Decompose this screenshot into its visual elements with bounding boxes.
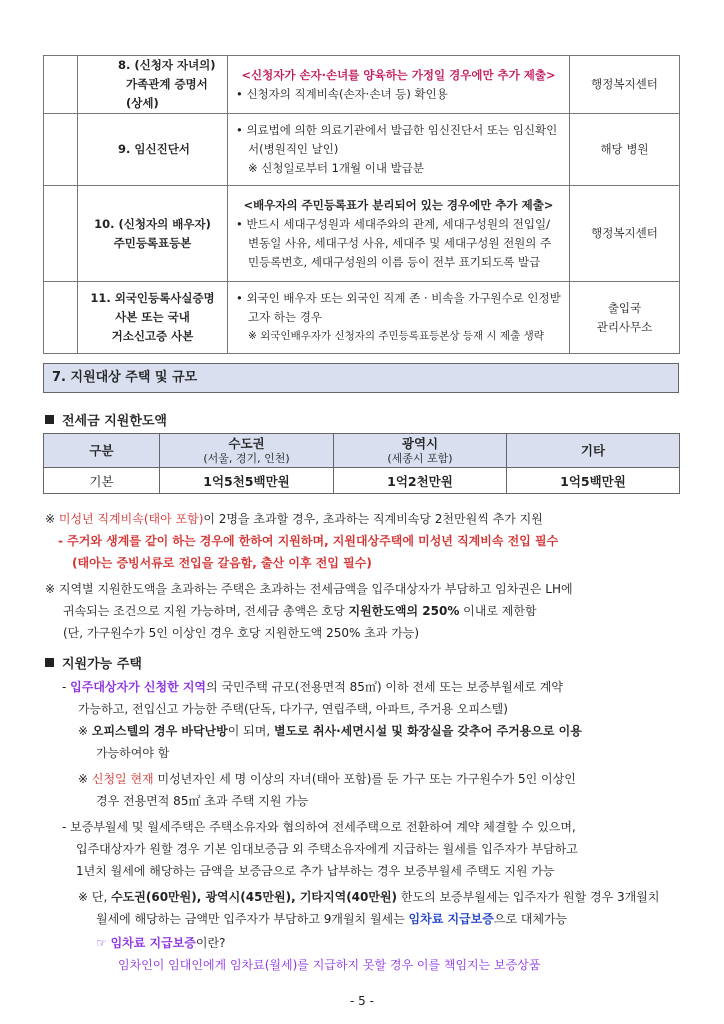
table-cell-spacer	[44, 114, 78, 186]
note-highlight: 지원한도액의 250%	[348, 604, 460, 618]
table-row	[44, 282, 680, 354]
column-header-sub: (서울, 경기, 인천)	[203, 451, 290, 465]
document-description	[228, 282, 570, 354]
document-bullet-text: 신청자의 직계비속(손자·손녀 등) 확인용	[246, 86, 448, 101]
table-cell-spacer	[44, 56, 78, 114]
housing-note	[78, 768, 576, 790]
housing-text: 이 되며,	[227, 724, 274, 738]
document-name-line: 사본 또는 국내	[115, 310, 190, 324]
housing-note	[78, 886, 659, 908]
housing-line: 경우 전용면적 85㎡ 초과 주택 지원 가능	[96, 794, 309, 808]
note-mark: ※	[45, 512, 59, 526]
column-header	[160, 434, 334, 468]
document-name	[78, 56, 228, 114]
issuing-office: 행정복지센터	[570, 186, 680, 282]
note-text: 귀속되는 조건으로 지원 가능하며, 전세금 총액은 호당	[63, 604, 349, 618]
column-header-text: 수도권	[228, 435, 265, 451]
note-subline: - 주거와 생계를 같이 하는 경우에 한하여 지원하며, 지원대상주택에 미성년 직계비속 전입 필수	[58, 534, 559, 548]
table-row	[44, 56, 680, 114]
note-text: 이 2명을 초과할 경우, 초과하는 직계비속당 2천만원씩 추가 지원	[203, 512, 543, 526]
issuing-office	[570, 282, 680, 354]
document-description	[228, 114, 570, 186]
table-cell: 1억5천5백만원	[160, 468, 334, 494]
tip-title: 임차료 지급보증	[110, 936, 196, 950]
column-header: 기타	[507, 434, 680, 468]
document-name-line: 가족관계 증명서(상세)	[126, 77, 208, 110]
column-header	[334, 434, 507, 468]
support-limit-table	[43, 433, 680, 494]
housing-text: 의 국민주택 규모(전용면적 85㎡) 이하 전세 또는 보증부월세로 계약	[206, 680, 563, 694]
housing-line: 1년치 월세에 해당하는 금액을 보증금으로 추가 납부하는 경우 보증부월세 주택도 지원 가능	[76, 864, 555, 878]
table-cell: 1억2천만원	[334, 468, 507, 494]
table-row	[44, 468, 680, 494]
table-cell-spacer	[44, 186, 78, 282]
note-mark: ※ 단,	[78, 890, 112, 904]
document-name-line: 8. (신청자 자녀의)	[118, 58, 216, 72]
housing-text: 미성년자인 세 명 이상의 자녀(태아 포함)를 둔 가구 또는 가구원수가 5인 이상인	[153, 772, 576, 786]
column-header-text: 광역시	[401, 435, 439, 451]
document-name	[78, 186, 228, 282]
table-row	[44, 186, 680, 282]
housing-heading-text: 지원가능 주택	[62, 657, 142, 672]
column-header-sub: (세종시 포함)	[387, 451, 453, 465]
document-bullet: • 의료법에 의한 의료기관에서 발급한 임신진단서 또는 임신확인서(병원직인 날인)	[236, 123, 558, 156]
housing-heading	[45, 653, 142, 672]
housing-line: 가능하고, 전입신고 가능한 주택(단독, 다가구, 연립주택, 아파트, 주거용 오피스텔)	[78, 702, 508, 716]
document-name-line: 10. (신청자의 배우자)	[94, 216, 211, 231]
note-line	[45, 508, 543, 530]
document-note: ※ 신청일로부터 1개월 이내 발급분	[248, 161, 424, 175]
document-note: ※ 외국인배우자가 신청자의 주민등록표등본상 등재 시 제출 생략	[248, 330, 544, 342]
document-bullet-text: 반드시 세대구성원과 세대주와의 관계, 세대구성원의 전입일/변동일 사유, 세대구성 사유, 세대주 및 세대구성원 전원의 주민등록번호, 세대구성원의 이름 등이 전부 표기되도록 발급	[246, 216, 552, 269]
document-bullet: • 반드시 세대구성원과 세대주와의 관계, 세대구성원의 전입일/변동일 사유, 세대구성 사유, 세대주 및 세대구성원 전원의 주민등록번호, 세대구성원의 이름 등이 전부 표기되도록 발급	[236, 216, 552, 269]
square-bullet-icon	[45, 658, 54, 667]
document-description	[228, 186, 570, 282]
housing-note	[78, 720, 582, 742]
documents-table	[43, 55, 680, 354]
housing-line	[62, 676, 563, 698]
limit-heading-text: 전세금 지원한도액	[62, 414, 167, 429]
tip-title-rest: 이란?	[195, 936, 226, 950]
issuing-office-text: 출입국 관리사무소	[596, 300, 653, 334]
document-bullet-text: 외국인 배우자 또는 외국인 직계 존 · 비속을 가구원수로 인정받고자 하는 경우	[246, 291, 561, 324]
note-line: ※ 지역별 지원한도액을 초과하는 주택은 초과하는 전세금액을 입주대상자가 부담하고 임차권은 LH에	[45, 582, 573, 596]
document-condition: <신청자가 손자·손녀를 양육하는 가정일 경우에만 추가 제출>	[241, 67, 556, 82]
housing-highlight: 입주대상자가 신청한 지역	[70, 680, 207, 694]
table-row	[44, 114, 680, 186]
column-header: 구분	[44, 434, 160, 468]
issuing-office: 해당 병원	[570, 114, 680, 186]
row-label: 기본	[44, 468, 160, 494]
document-name-line: 9. 임신진단서	[118, 142, 190, 156]
housing-text: 한도의 보증부월세는 입주자가 원할 경우 3개월치	[397, 890, 660, 904]
housing-text: 으로 대체가능	[493, 912, 568, 926]
dash-mark: -	[62, 680, 71, 694]
document-name-line: 주민등록표등본	[113, 235, 192, 250]
square-bullet-icon	[45, 415, 54, 424]
note-text: 이내로 제한함	[459, 604, 537, 618]
document-condition: <배우자의 주민등록표가 분리되어 있는 경우에만 추가 제출>	[243, 197, 554, 212]
page-number: - 5 -	[350, 994, 374, 1008]
table-cell-spacer	[44, 282, 78, 354]
table-header-row	[44, 434, 680, 468]
note-mark: ※	[78, 772, 92, 786]
table-cell: 1억5백만원	[507, 468, 680, 494]
document-name-line: 거소신고증 사본	[111, 329, 194, 343]
housing-text: 월세에 해당하는 금액만 입주자가 부담하고 9개월치 월세는	[96, 912, 409, 926]
housing-line: - 보증부월세 및 월세주택은 주택소유자와 협의하여 전세주택으로 전환하여 계약 체결할 수 있으며,	[62, 820, 576, 834]
note-line: (단, 가구원수가 5인 이상인 경우 호당 지원한도액 250% 초과 가능)	[63, 626, 420, 640]
document-name	[78, 282, 228, 354]
note-line	[63, 600, 537, 622]
housing-line: 가능하여야 함	[96, 746, 170, 760]
housing-highlight: 임차료 지급보증	[408, 912, 494, 926]
note-highlight: 미성년 직계비속(태아 포함)	[58, 512, 204, 526]
note-subline: (태아는 증빙서류로 전입을 갈음함, 출산 이후 전입 필수)	[72, 556, 372, 570]
document-name	[78, 114, 228, 186]
housing-highlight: 신청일 현재	[91, 772, 154, 786]
document-name-line: 11. 외국인등록사실증명	[90, 291, 215, 305]
housing-highlight: 별도로 취사·세면시설 및 화장실을 갖추어 주거용으로 이용	[273, 724, 582, 738]
housing-line	[96, 908, 567, 930]
tip-body: 임차인이 임대인에게 임차료(월세)를 지급하지 못할 경우 이를 책임지는 보증상품	[118, 958, 541, 972]
tip-line	[96, 932, 225, 954]
section-title: 7. 지원대상 주택 및 규모	[43, 363, 679, 393]
document-bullet: • 외국인 배우자 또는 외국인 직계 존 · 비속을 가구원수로 인정받고자 하는 경우	[236, 291, 561, 324]
document-description	[228, 56, 570, 114]
document-bullet: • 신청자의 직계비속(손자·손녀 등) 확인용	[236, 86, 448, 101]
note-mark: ※	[78, 724, 92, 738]
issuing-office: 행정복지센터	[570, 56, 680, 114]
housing-highlight: 수도권(60만원), 광역시(45만원), 기타지역(40만원)	[111, 890, 398, 904]
housing-highlight: 오피스텔의 경우 바닥난방	[91, 724, 228, 738]
housing-line: 입주대상자가 원할 경우 기본 임대보증금 외 주택소유자에게 지급하는 월세를 입주자가 부담하고	[76, 842, 578, 856]
document-bullet-text: 의료법에 의한 의료기관에서 발급한 임신진단서 또는 임신확인서(병원직인 날인)	[246, 123, 558, 156]
limit-heading	[45, 410, 167, 429]
pointing-hand-icon: ☞	[96, 936, 111, 950]
